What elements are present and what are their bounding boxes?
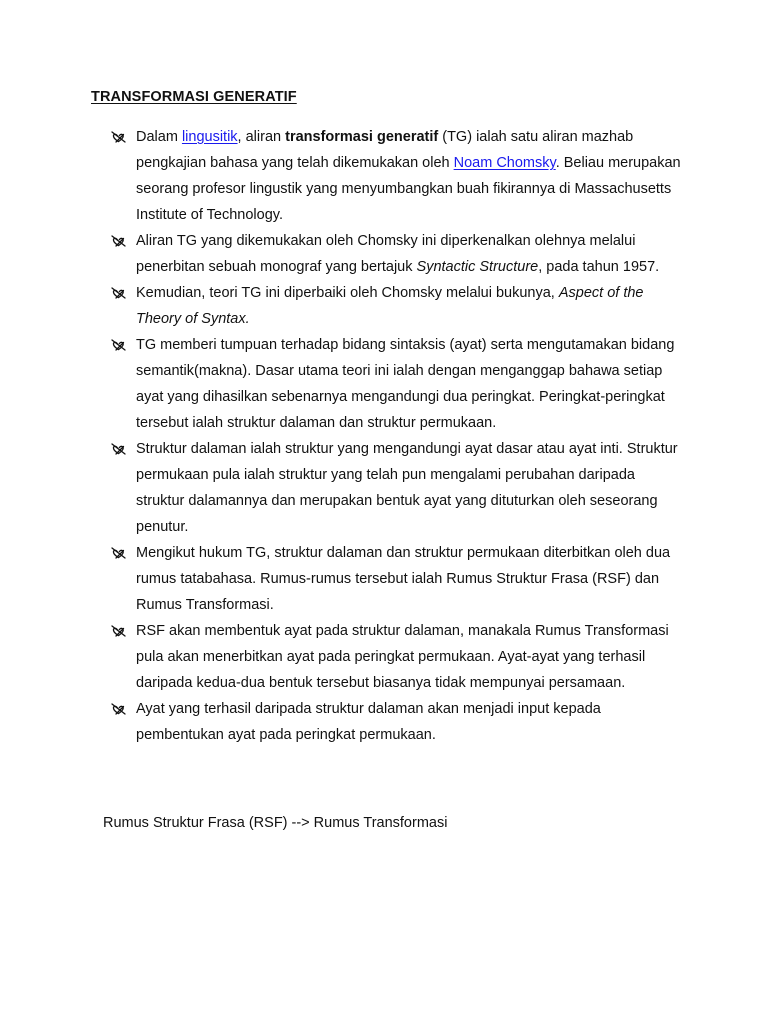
italic-title-text: Aspect of the Theory of Syntax. [136, 285, 644, 327]
body-text: Aliran TG yang dikemukakan oleh Chomsky ini diperkenalkan olehnya melalui penerbitan sebuah monograf yang bertajuk [136, 233, 636, 275]
bullet-text [136, 618, 685, 696]
bullet-item [110, 696, 685, 748]
body-text: Struktur dalaman ialah struktur yang mengandungi ayat dasar atau ayat inti. Struktur permukaan pula ialah struktur yang telah pun mengalami perubahan daripada struktur dalamannya dan merupakan bentuk ayat yang dituturkan oleh seseorang penutur. [136, 441, 678, 535]
bullet-text [136, 436, 685, 540]
bullet-text [136, 280, 685, 332]
bullet-text [136, 228, 685, 280]
body-text: (TG) ialah satu aliran mazhab pengkajian bahasa yang telah dikemukakan oleh [136, 129, 634, 171]
heart-ribbon-bullet-icon [110, 702, 127, 716]
body-text: Mengikut hukum TG, struktur dalaman dan struktur permukaan diterbitkan oleh dua rumus tatabahasa. Rumus-rumus tersebut ialah Rumus Struktur Frasa (RSF) dan Rumus Transformasi. [136, 545, 671, 613]
bullet-item [110, 124, 685, 228]
bullet-text [136, 540, 685, 618]
body-text: Ayat yang terhasil daripada struktur dalaman akan menjadi input kepada pembentukan ayat pada peringkat permukaan. [136, 701, 601, 743]
heart-ribbon-bullet-icon [110, 546, 127, 560]
bullet-text [136, 696, 685, 748]
heart-ribbon-bullet-icon [110, 442, 127, 456]
bullet-item [110, 618, 685, 696]
italic-title-text: Syntactic Structure [416, 259, 539, 275]
bullet-text [136, 332, 685, 436]
rumus-flow-line: Rumus Struktur Frasa (RSF) --> Rumus Transformasi [103, 815, 448, 831]
heart-ribbon-bullet-icon [110, 234, 127, 248]
body-text: , aliran [237, 129, 286, 145]
inline-link[interactable]: Noam Chomsky [453, 155, 556, 171]
body-text: , pada tahun 1957. [538, 259, 660, 275]
document-title: TRANSFORMASI GENERATIF [91, 89, 297, 105]
body-text: Dalam [136, 129, 182, 145]
bullet-item [110, 228, 685, 280]
heart-ribbon-bullet-icon [110, 624, 127, 638]
body-text: RSF akan membentuk ayat pada struktur dalaman, manakala Rumus Transformasi pula akan menerbitkan ayat pada peringkat permukaan. Ayat-ayat yang terhasil daripada kedua-dua bentuk tersebut biasanya tidak mempunyai persamaan. [136, 623, 669, 691]
bullet-text [136, 124, 685, 228]
bold-text: transformasi generatif [285, 129, 439, 145]
bullet-item [110, 540, 685, 618]
bullet-item [110, 332, 685, 436]
heart-ribbon-bullet-icon [110, 286, 127, 300]
inline-link[interactable]: lingusitik [181, 129, 238, 145]
heart-ribbon-bullet-icon [110, 338, 127, 352]
body-text: Kemudian, teori TG ini diperbaiki oleh Chomsky melalui bukunya, [136, 285, 559, 301]
bullet-list [110, 124, 685, 748]
bullet-item [110, 280, 685, 332]
bullet-item [110, 436, 685, 540]
body-text: TG memberi tumpuan terhadap bidang sintaksis (ayat) serta mengutamakan bidang semantik(makna). Dasar utama teori ini ialah dengan menganggap bahawa setiap ayat yang dihasilkan sebenarnya mengandungi dua peringkat. Peringkat-peringkat tersebut ialah struktur dalaman dan struktur permukaan. [136, 337, 675, 431]
body-text: . Beliau merupakan seorang profesor lingustik yang menyumbangkan buah fikirannya di Massachusetts Institute of Technology. [136, 155, 681, 223]
heart-ribbon-bullet-icon [110, 130, 127, 144]
